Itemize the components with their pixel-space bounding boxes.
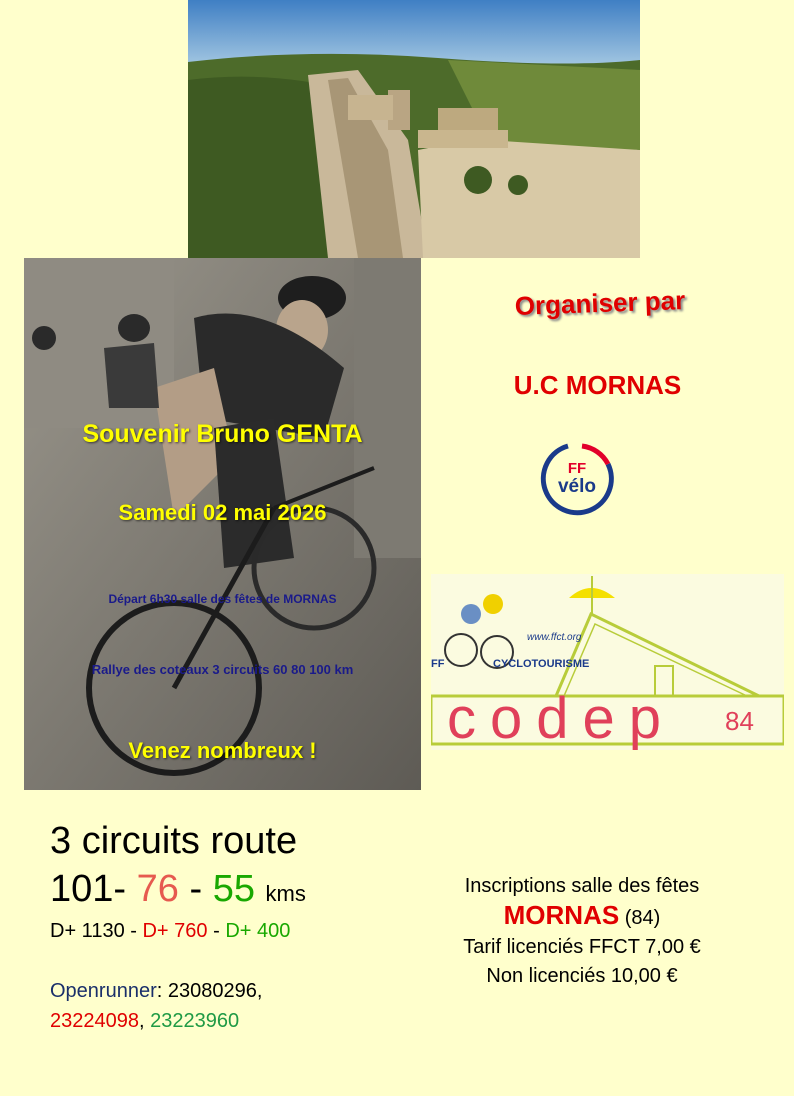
distance-3: 55: [212, 868, 255, 910]
distance-unit: kms: [265, 881, 306, 906]
inscriptions-town: MORNAS: [503, 900, 620, 930]
ffvelo-ff-text: FF: [567, 460, 587, 477]
codep-wordmark: codep: [447, 686, 676, 751]
elevation-1: D+ 1130: [50, 920, 125, 942]
openrunner-label: Openrunner: [50, 980, 157, 1002]
distance-separator: -: [189, 868, 203, 910]
distance-2: 76: [136, 868, 179, 910]
poster-rallye-text: Rallye des coteaux 3 circuits 60 80 100 km: [91, 662, 354, 677]
openrunner-id-2: 23224098: [50, 1010, 139, 1032]
organiser-label: Organiser par: [514, 285, 686, 321]
openrunner-id-1: 23080296,: [167, 980, 263, 1002]
poster-date: Samedi 02 mai 2026: [118, 500, 327, 525]
circuits-title: 3 circuits route: [50, 820, 298, 862]
poster-venez-text: Venez nombreux !: [128, 738, 317, 763]
codep-ff-text: FF: [431, 658, 445, 670]
inscriptions-town-line: [430, 901, 734, 933]
distance-1: 101-: [50, 868, 127, 910]
club-name: U.C MORNAS: [513, 370, 682, 400]
poster-depart-text: Départ 6h30 salle des fêtes de MORNAS: [108, 592, 337, 606]
elevation-3: D+ 400: [225, 920, 291, 942]
inscriptions-line: Inscriptions salle des fêtes: [464, 875, 700, 897]
openrunner-id-3: 23223960: [150, 1010, 240, 1032]
castle-photo: [188, 0, 640, 258]
elevation-2: D+ 760: [142, 920, 208, 942]
ffvelo-velo-text: vélo: [557, 476, 597, 497]
circuit-distances: [50, 868, 306, 911]
tarif-licencies: Tarif licenciés FFCT 7,00 €: [463, 936, 701, 958]
inscriptions-block: [430, 872, 734, 991]
circuit-elevations: D+ 1130 - D+ 760 - D+ 400: [50, 920, 291, 942]
tarif-non-licencies: Non licenciés 10,00 €: [486, 965, 678, 987]
poster-title: Souvenir Bruno GENTA: [82, 420, 363, 448]
codep-logo: [431, 574, 784, 750]
openrunner-block: Openrunner: 23080296, 23224098, 23223960: [50, 980, 263, 1032]
codep-url-text: www.ffct.org: [527, 632, 582, 643]
codep-cyclotourisme-text: CYCLOTOURISME: [493, 658, 590, 670]
codep-number: 84: [725, 706, 754, 736]
inscriptions-dept: (84): [624, 907, 661, 929]
ffvelo-logo: [538, 442, 616, 518]
